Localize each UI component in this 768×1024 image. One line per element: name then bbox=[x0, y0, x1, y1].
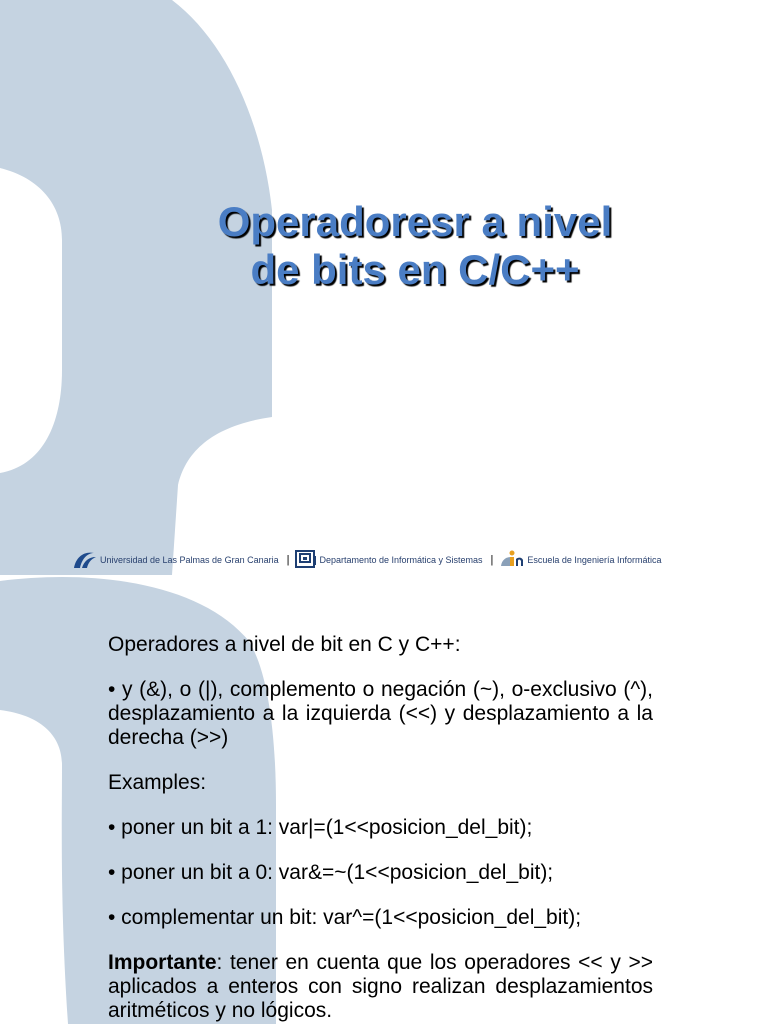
example-item: • poner un bit a 1: var|=(1<<posicion_del_bit); bbox=[108, 816, 533, 839]
university-logo-icon bbox=[72, 549, 98, 571]
school-logo-icon bbox=[499, 550, 525, 570]
slide-body bbox=[108, 633, 653, 1024]
operators-bullet: • y (&), o (|), complemento o negación (~), o-exclusivo (^), desplazamiento a la izquierda (<<) y desplazamiento a la derecha (>>) bbox=[108, 678, 653, 749]
important-note bbox=[108, 951, 653, 1023]
examples-heading: Examples: bbox=[108, 771, 207, 794]
slide-title bbox=[130, 198, 700, 294]
footer-university: Universidad de Las Palmas de Gran Canaria bbox=[100, 555, 279, 565]
example-item: • poner un bit a 0: var&=~(1<<posicion_del_bit); bbox=[108, 861, 554, 884]
content-slide bbox=[0, 575, 768, 1024]
title-line-2: de bits en C/C++ bbox=[250, 246, 580, 293]
intro-text: Operadores a nivel de bit en C y C++: bbox=[108, 633, 461, 656]
title-line-1: Operadoresr a nivel bbox=[217, 198, 613, 245]
footer-department: Departamento de Informática y Sistemas bbox=[319, 555, 483, 565]
important-text: : tener en cuenta que los operadores << y >> aplicados a enteros con signo realizan desplazamientos aritméticos y no lógicos. bbox=[108, 951, 653, 1022]
footer-separator-2: | bbox=[490, 554, 494, 566]
example-item: • complementar un bit: var^=(1<<posicion_del_bit); bbox=[108, 906, 582, 929]
footer-school: Escuela de Ingeniería Informática bbox=[527, 555, 662, 565]
footer-bar bbox=[72, 549, 661, 571]
important-label: Importante bbox=[108, 951, 217, 974]
footer-separator-1: | bbox=[286, 554, 290, 566]
department-logo-icon bbox=[295, 550, 317, 570]
